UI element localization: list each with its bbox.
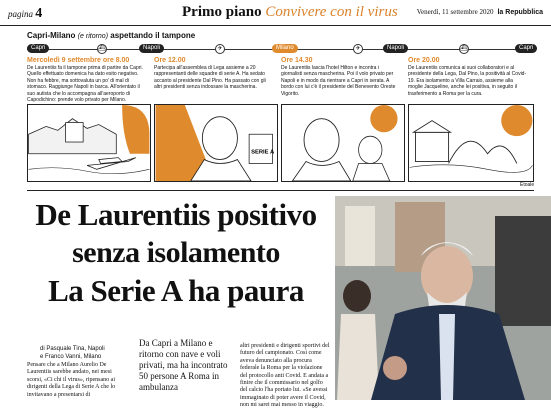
press-illustration [282, 105, 404, 181]
route-timeline [27, 44, 534, 54]
villa-illustration [409, 105, 533, 181]
byline: di Pasquale Tina, Napoli e Franco Vanni, Milano [40, 346, 105, 360]
route-stop: Napoli [139, 44, 164, 53]
route-stop: Napoli [383, 44, 408, 53]
masthead [0, 0, 551, 26]
news-photo [335, 196, 551, 400]
illustration-villa [408, 104, 534, 182]
harbor-illustration [28, 105, 150, 181]
timeline-column: Ore 12.00 Partecipa all'assemblea di Lega assieme a 20 rappresentanti delle squadre di serie A. Ha sedato accanto al presidente Dal Pino. Ha passato con gli altri presidenti senza indossare la mascherina. [154, 57, 266, 91]
timeline-column: Mercoledì 9 settembre ore 8.00 De Laurentiis fa il tampone prima di partire da Capri. Quello effettuato domenica ha dato esito negativo. Non ha febbre, ma sottovaluta un po' di mal di stomaco. Raggiunge Napoli in barca. All'orientato il suo autista che lo accompagna all'aeroporto di Capodichino: prende volo privato per Milano. [27, 57, 143, 104]
boat-icon: ⛴ [460, 46, 468, 52]
route-stop: Capri [515, 44, 537, 53]
photo-de-laurentiis [335, 196, 551, 400]
plane-icon: ✈ [353, 44, 363, 54]
section-topic: Convivere con il virus [265, 4, 398, 20]
newspaper-logo: la Repubblica [497, 9, 543, 16]
page-number: pagina 4 [8, 6, 43, 21]
illustration-press [281, 104, 405, 182]
timeline-column: Ore 14.30 De Laurentiis lascia l'hotel Hilton e incontra i giornalisti senza mascherina. Poi il volo privato per Napoli e in modo da rientrare a Capri in serata. A bordo con lui c'è il presidente del Benevento Oreste Vigorito. [281, 57, 396, 97]
divider [27, 190, 534, 191]
strip-title: Capri-Milano (e ritorno) aspettando il tampone [27, 31, 196, 40]
meeting-illustration [155, 105, 277, 181]
illustration-harbor [27, 104, 151, 182]
timeline-column: Ore 20.00 De Laurentiis comunica ai suoi collaboratori e al presidente della Lega, Dal Pino, la positività al Covid-19. Era isolamento a Villa Carraio, assieme alla moglie Jacqueline, anche lei positiva, in seguito il trasferimento a Roma per la cura. [408, 57, 527, 97]
deck: Da Capri a Milano e ritorno con nave e voli privati, ma ha incontrato 50 persone A Roma in ambulanza [139, 338, 228, 392]
route-stop: Milano [272, 44, 298, 53]
boat-icon: ⛴ [98, 46, 106, 52]
dateline: Venerdì, 11 settembre 2020 la Repubblica [416, 8, 543, 16]
svg-text:SERIE A: SERIE A [251, 149, 275, 156]
section-title: Primo piano Convivere con il virus [182, 4, 398, 20]
plane-icon: ✈ [215, 44, 225, 54]
article-body-continued: altri presidenti e dirigenti sportivi del futuro del campionato. Così come aveva denunciato alla procura federale la Roma per la violazione del protocollo anti Covid. E andata a finire che il commissario nel golfo del calcio l'ha portato lui. «Se avessi immaginato di poter avere il Covid, non mi sarei mai messo in viaggio. [240, 343, 330, 409]
article-body: Pensare che a Milano Aurelio De Laurentiis sarebbe andato, nei mesi scorsi, «Ci chi il virus», ripensano ai dirigenti della Lega di Serie A che lo invitavano a presentarsi di [27, 362, 116, 398]
headline: De Laurentiis positivo senza isolamento La Serie A ha paura [35, 197, 317, 308]
route-stop: Capri [27, 44, 49, 53]
illustration-credit: Etoale [520, 182, 535, 188]
illustration-meeting [154, 104, 278, 182]
